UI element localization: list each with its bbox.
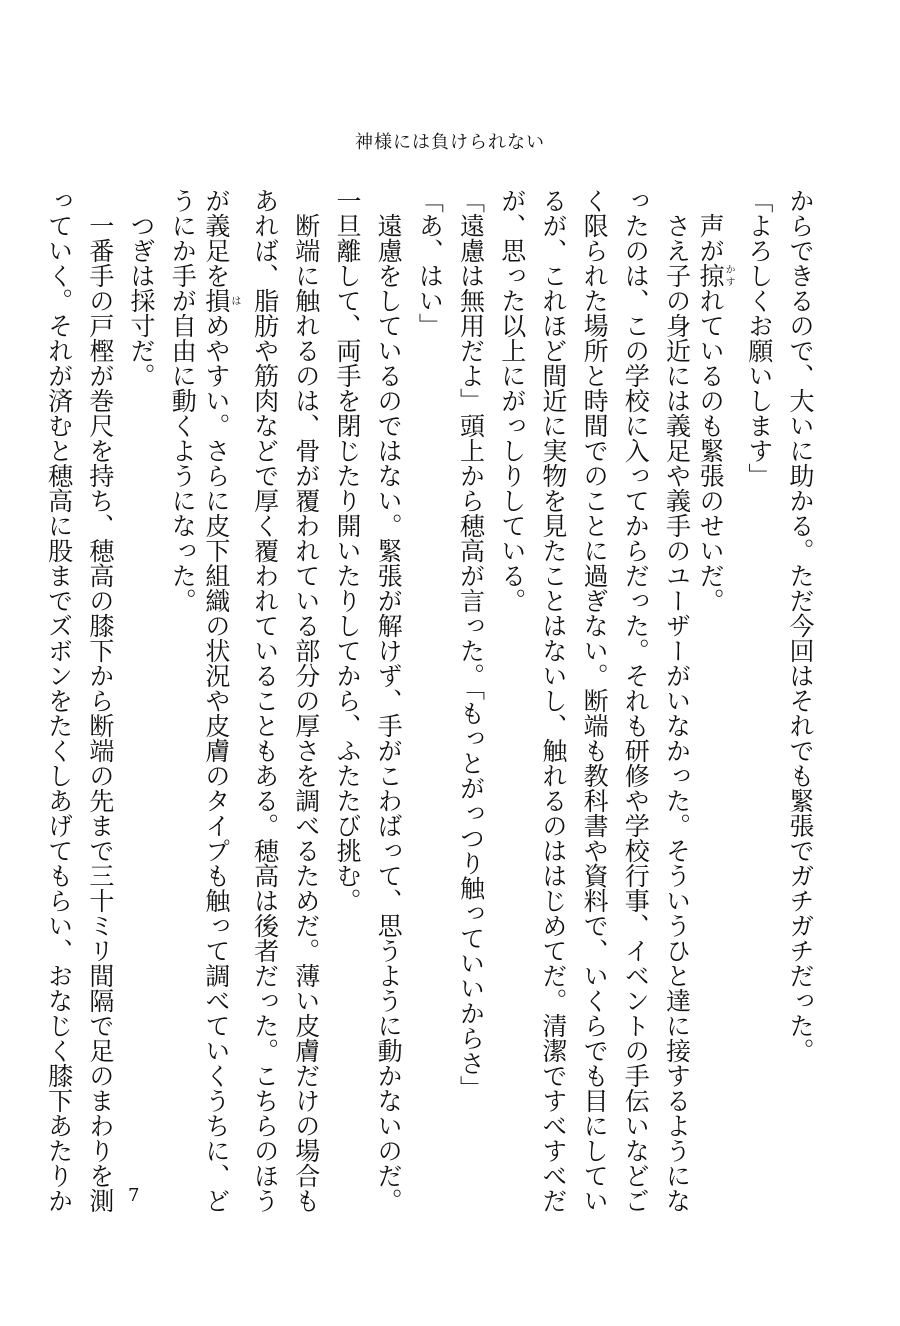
text-column: さえ子の身近には義足や義手のユーザーがいなかった。そういうひと達に接するようにな [662,188,692,1213]
text-column: が義足を損はめやすい。さらに皮下組織の状況や皮膚のタイプも触って調べていくうちに、ど [201,188,240,1213]
text-column: く限られた場所と時間でのことに過ぎない。断端も教科書や資料で、いくらでも目にしてい [580,188,610,1213]
ruby-annotation: 損は [201,288,240,313]
text-column: 一番手の戸樫が巻尺を持ち、穂高の膝下から断端の先まで三十ミリ間隔で足のまわりを測 [85,188,115,1213]
text-column: 遠慮をしているのではない。緊張が解けず、手がこわばって、思うように動かないのだ。 [374,188,404,1213]
text-column: っていく。それが済むと穂高に股までズボンをたくしあげてもらい、おなじく膝下あたりか [44,188,74,1213]
text-column: 一旦離して、両手を閉じたり開いたりしてから、ふたたび挑む。 [332,188,362,913]
text-column: 「あ、はい」 [415,188,445,338]
text-column: つぎは採寸だ。 [127,188,156,388]
text-column: 声が掠かすれているのも緊張のせいだ。 [696,188,735,613]
text-column: るが、これほど間近に実物を見たことはないし、触れるのははじめてだ。清潔ですべすべだ [538,188,568,1213]
running-title: 神様には負けられない [355,132,545,153]
page-number: 7 [128,1185,140,1206]
text-column: 断端に触れるのは、骨が覆われている部分の厚さを調べるためだ。薄い皮膚だけの場合も [291,188,321,1213]
text-column: 「よろしくお願いします」 [744,188,774,488]
text-column: うにか手が自由に動くようになった。 [168,188,198,613]
body-text [44,188,816,1213]
text-column: が、思った以上にがっしりしている。 [497,188,527,613]
text-column: ったのは、この学校に入ってからだった。それも研修や学校行事、イベントの手伝いなどご [621,188,651,1213]
ruby-annotation: 掠かす [696,263,735,288]
text-column: からできるので、大いに助かる。ただ今回はそれでも緊張でガチガチだった。 [786,188,815,1063]
text-column: 「遠慮は無用だよ」頭上から穂高が言った。「もっとがっつり触っていいからさ」 [456,188,486,1101]
text-column: あれば、脂肪や筋肉などで厚く覆われていることもある。穂高は後者だった。こちらのほう [250,188,280,1213]
